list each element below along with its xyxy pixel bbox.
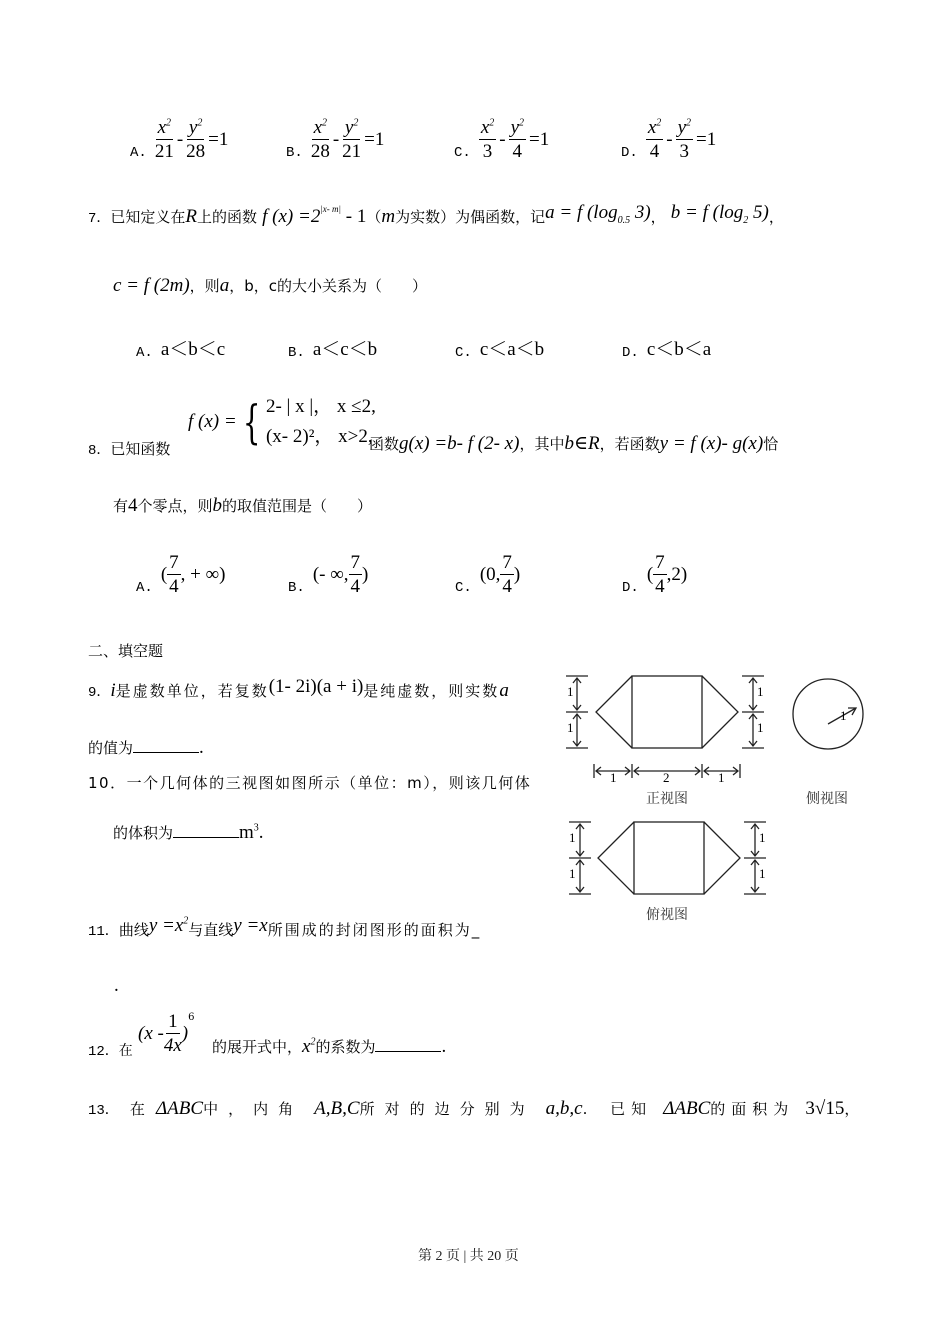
- question-8-line2: 有4个零点，则b的取值范围是（ ）: [113, 495, 373, 516]
- section-heading-fill-in: 二、填空题: [88, 642, 164, 660]
- q8-option-a: A. ( $\frac{7}{4}$ , + ∞): [136, 552, 226, 597]
- q7-option-c: C. c＜a＜b: [455, 339, 545, 361]
- question-13-line1: 13． 在 ΔABC中，内角 A,B,C所对的边分别为 a,b,c. 已知 ΔABC的面积为 3√15，: [88, 1098, 860, 1119]
- page-footer: 第 2 页 | 共 20 页: [418, 1249, 519, 1264]
- q12-expression: (x - $\frac{1}{4x}$ ) $^6$: [138, 1011, 195, 1056]
- question-7-line2: c = f (2m)，则a，b，c的大小关系为（ ）: [113, 275, 427, 296]
- question-11-line1: 11．曲线$y =x^2$与直线y =x所围成的封闭图形的面积为_: [88, 915, 482, 940]
- answer-blank-q10[interactable]: [173, 823, 239, 838]
- q8-option-b: B. (- ∞, $\frac{7}{4}$ ): [288, 552, 369, 597]
- three-view-figure: 1 1 1 1 1 2 1 1 正视图 侧视图 俯视图 1 1 1 1: [566, 670, 876, 930]
- q7-option-a: A. a＜b＜c: [136, 339, 226, 361]
- front-view-label: 正视图: [646, 791, 688, 807]
- answer-blank-q9[interactable]: [133, 738, 199, 753]
- q6-option-a: A. $\frac{x^2}{21}$ - $\frac{y^2}{28}$ =1: [130, 117, 229, 162]
- question-8-number: 8．已知函数: [88, 440, 171, 459]
- question-12-number: 12．在: [88, 1044, 133, 1060]
- top-view-label: 俯视图: [646, 907, 688, 923]
- question-7-line1: 7．已知定义在R上的函数 f $(x) =2^{|x- m|} - 1(m$为实数）为偶函数，记a = f ($\log_{0.5}$ 3)， b = f ($\log_2$ 5)，: [88, 202, 784, 227]
- question-9-line2: 的值为 .: [88, 737, 204, 758]
- question-10-line1: 10．一个几何体的三视图如图所示（单位：m），则该几何体: [88, 774, 532, 792]
- q6-option-b: B. $\frac{x^2}{28}$ - $\frac{y^2}{21}$ =1: [286, 117, 385, 162]
- q8-option-c: C. (0, $\frac{7}{4}$ ): [455, 552, 521, 597]
- q6-option-c: C. $\frac{x^2}{3}$ - $\frac{y^2}{4}$ =1: [454, 117, 550, 162]
- question-11-line2: .: [114, 975, 119, 996]
- question-8-line1-rest: 函数g(x) =b- f (2- x)，其中b∈R，若函数y = f (x)- g(x)恰: [369, 433, 779, 454]
- q7-option-d: D. c＜b＜a: [622, 339, 712, 361]
- answer-blank-q12[interactable]: [375, 1037, 441, 1052]
- q8-piecewise: f (x) = { 2- | x |， x ≤2, (x- 2)²， x>2,: [188, 395, 376, 449]
- question-12-rest: 的展开式中，$x^2$的系数为 .: [212, 1036, 447, 1057]
- q7-option-b: B. a＜c＜b: [288, 339, 378, 361]
- q8-option-d: D. ( $\frac{7}{4}$ ,2): [622, 552, 688, 597]
- question-10-line2: 的体积为 $m^3$.: [113, 822, 264, 843]
- side-view-label: 侧视图: [806, 791, 848, 807]
- question-9-line1: 9．i是虚数单位，若复数(1- 2i)(a + i)是纯虚数，则实数a: [88, 676, 509, 701]
- q6-option-d: D. $\frac{x^2}{4}$ - $\frac{y^2}{3}$ =1: [621, 117, 717, 162]
